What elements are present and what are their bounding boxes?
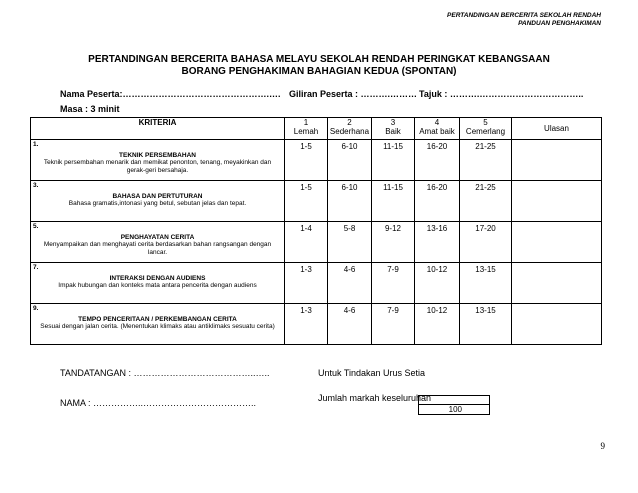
criterion-cell — [31, 222, 285, 263]
running-header — [447, 12, 601, 28]
score-range[interactable]: 11-15 — [372, 181, 415, 222]
score-range[interactable]: 1-3 — [285, 263, 328, 304]
total-score-input[interactable] — [418, 395, 490, 405]
comments-cell[interactable] — [512, 222, 602, 263]
criterion-cell — [31, 181, 285, 222]
signature-field[interactable]: TANDATANGAN : …………………………………..….. — [60, 368, 270, 378]
time-limit: Masa : 3 minit — [60, 104, 120, 114]
comments-cell[interactable] — [512, 181, 602, 222]
title-line-1: PERTANDINGAN BERCERITA BAHASA MELAYU SEKOLAH RENDAH PERINGKAT KEBANGSAAN — [88, 54, 550, 65]
title-line-2: BORANG PENGHAKIMAN BAHAGIAN KEDUA (SPONTAN) — [181, 66, 457, 77]
criterion-title: PENGHAYATAN CERITA — [120, 234, 195, 241]
table-row — [31, 140, 602, 181]
criterion-description: Sesuai dengan jalan cerita. (Menentukan klimaks atau antiklimaks sesuatu cerita) — [40, 323, 275, 330]
scale-header-1: 1 Lemah — [285, 118, 328, 140]
score-range[interactable]: 13-16 — [415, 222, 460, 263]
score-range[interactable]: 1-5 — [285, 181, 328, 222]
score-range[interactable]: 21-25 — [460, 140, 512, 181]
total-max-score: 100 — [418, 405, 490, 415]
header-line-1: PERTANDINGAN BERCERITA SEKOLAH RENDAH — [447, 12, 601, 19]
score-range[interactable]: 16-20 — [415, 181, 460, 222]
scale-header-3: 3 Baik — [372, 118, 415, 140]
judge-name-field[interactable]: NAMA : ……………..……………………………….. — [60, 398, 257, 408]
criterion-cell — [31, 263, 285, 304]
comments-header: Ulasan — [512, 118, 602, 140]
score-range[interactable]: 1-4 — [285, 222, 328, 263]
total-score-label: Jumlah markah keseluruhan — [318, 393, 432, 403]
score-range[interactable]: 6-10 — [328, 181, 372, 222]
score-range[interactable]: 10-12 — [415, 304, 460, 345]
page-number: 9 — [600, 441, 605, 451]
participant-name-field[interactable]: Nama Peserta:………………………………………….…. — [60, 89, 281, 99]
score-range[interactable]: 17-20 — [460, 222, 512, 263]
document-title — [0, 54, 638, 78]
criterion-description: Menyampaikan dan menghayati cerita berdasarkan bahan rangsangan dengan lancar. — [43, 241, 272, 256]
criterion-title: TEKNIK PERSEMBAHAN — [119, 152, 196, 159]
score-range[interactable]: 21-25 — [460, 181, 512, 222]
score-range[interactable]: 7-9 — [372, 304, 415, 345]
comments-cell[interactable] — [512, 140, 602, 181]
score-range[interactable]: 5-8 — [328, 222, 372, 263]
criterion-number: 1. — [33, 141, 39, 148]
secretariat-label: Untuk Tindakan Urus Setia — [318, 368, 426, 378]
score-range[interactable]: 10-12 — [415, 263, 460, 304]
criterion-cell — [31, 140, 285, 181]
table-row — [31, 181, 602, 222]
participant-turn-field[interactable]: Giliran Peserta : ……….……… — [289, 89, 418, 99]
criterion-cell — [31, 304, 285, 345]
table-row — [31, 222, 602, 263]
table-row — [31, 263, 602, 304]
criterion-description: Bahasa gramatis,intonasi yang betul, sebutan jelas dan tepat. — [68, 200, 247, 207]
score-range[interactable]: 4-6 — [328, 263, 372, 304]
judging-table — [30, 117, 602, 345]
criterion-title: INTERAKSI DENGAN AUDIENS — [109, 275, 206, 282]
scale-header-4: 4 Amat baik — [415, 118, 460, 140]
score-range[interactable]: 4-6 — [328, 304, 372, 345]
criterion-title: BAHASA DAN PERTUTURAN — [112, 193, 203, 200]
score-range[interactable]: 7-9 — [372, 263, 415, 304]
criterion-number: 5. — [33, 223, 39, 230]
criterion-number: 9. — [33, 305, 39, 312]
criterion-description: Teknik persembahan menarik dan memikat penonton, tenang, meyakinkan dan gerak-geri bersahaja. — [43, 159, 272, 174]
topic-field[interactable]: Tajuk : ……….…………………………….. — [419, 89, 584, 99]
criteria-header: KRITERIA — [31, 118, 285, 140]
comments-cell[interactable] — [512, 304, 602, 345]
score-range[interactable]: 1-3 — [285, 304, 328, 345]
total-score-box — [418, 395, 490, 417]
table-row — [31, 304, 602, 345]
comments-cell[interactable] — [512, 263, 602, 304]
score-range[interactable]: 9-12 — [372, 222, 415, 263]
score-range[interactable]: 6-10 — [328, 140, 372, 181]
score-range[interactable]: 11-15 — [372, 140, 415, 181]
score-range[interactable]: 13-15 — [460, 263, 512, 304]
score-range[interactable]: 13-15 — [460, 304, 512, 345]
criterion-title: TEMPO PENCERITAAN / PERKEMBANGAN CERITA — [78, 316, 237, 323]
header-line-2: PANDUAN PENGHAKIMAN — [518, 20, 601, 27]
scale-header-2: 2 Sederhana — [328, 118, 372, 140]
criterion-number: 7. — [33, 264, 39, 271]
score-range[interactable]: 1-5 — [285, 140, 328, 181]
criterion-description: Impak hubungan dan konteks mata antara pencerita dengan audiens — [58, 282, 257, 289]
criterion-number: 3. — [33, 182, 39, 189]
scale-header-5: 5 Cemerlang — [460, 118, 512, 140]
score-range[interactable]: 16-20 — [415, 140, 460, 181]
